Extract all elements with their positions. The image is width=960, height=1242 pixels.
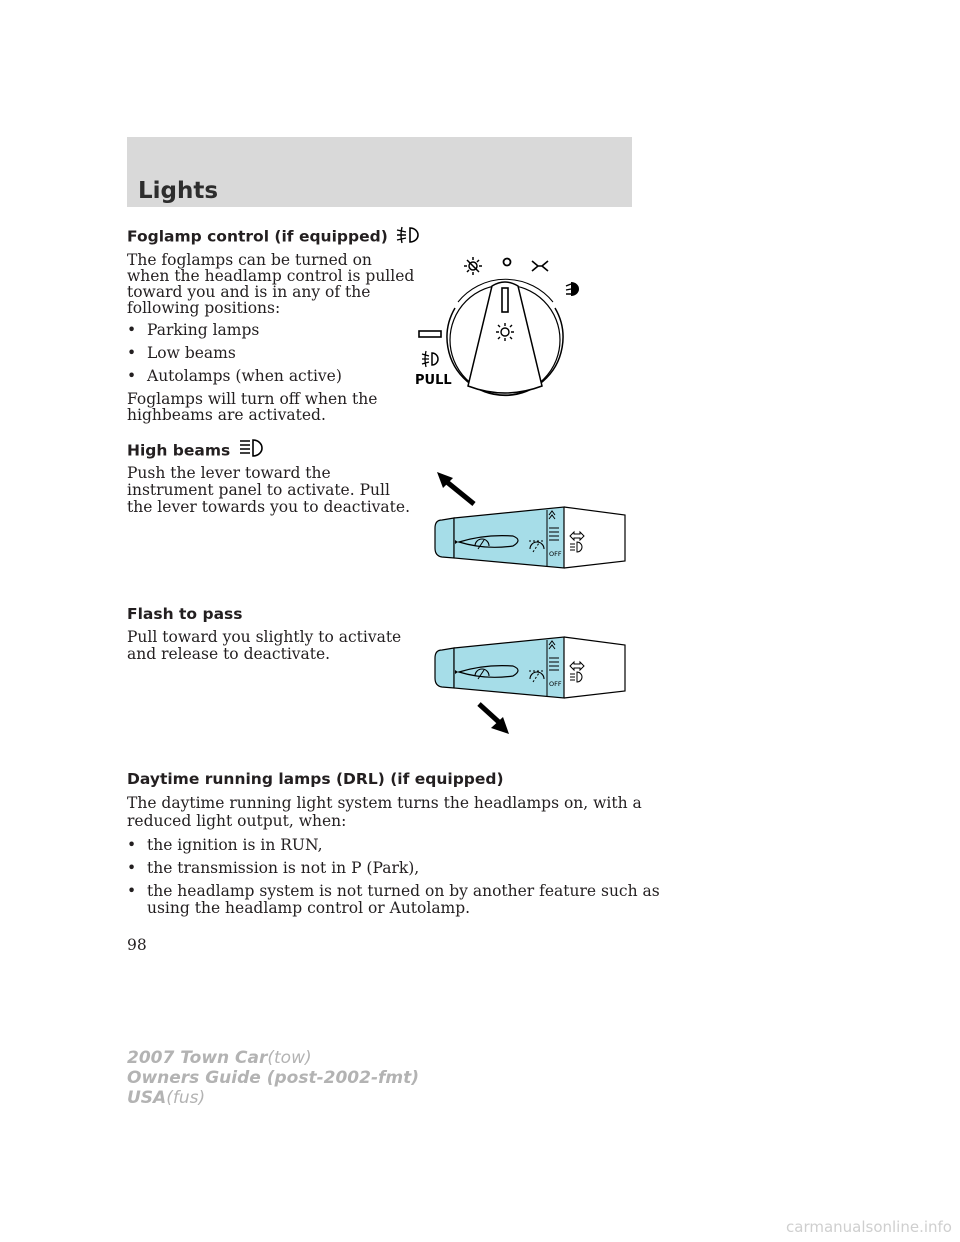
footer-line-3 bbox=[127, 1088, 205, 1108]
high-beams-heading-text: High beams bbox=[127, 441, 231, 460]
high-beams-heading bbox=[127, 441, 268, 461]
foglamp-heading-text: Foglamp control (if equipped) bbox=[127, 227, 388, 246]
footer-line-1 bbox=[127, 1048, 312, 1068]
footer-model: 2007 Town Car bbox=[127, 1048, 268, 1068]
lever-off-label: OFF bbox=[549, 550, 562, 558]
parking-lamp-icon bbox=[532, 261, 548, 271]
drl-intro-2: reduced light output, when: bbox=[127, 812, 347, 830]
foglamp-note-2: highbeams are activated. bbox=[127, 406, 326, 424]
high-beams-text-1: Push the lever toward the bbox=[127, 464, 331, 482]
foglamp-intro-2: when the headlamp control is pulled bbox=[127, 267, 415, 285]
drl-bullet: • the ignition is in RUN, bbox=[127, 836, 323, 854]
turn-signal-icon bbox=[570, 532, 584, 540]
foglamp-bullet-text: Autolamps (when active) bbox=[147, 367, 342, 385]
drl-bullet-continuation: using the headlamp control or Autolamp. bbox=[147, 899, 471, 917]
high-beams-text-3: the lever towards you to deactivate. bbox=[127, 498, 411, 516]
foglamp-bullet: • Parking lamps bbox=[127, 321, 260, 339]
foglamp-intro-4: following positions: bbox=[127, 299, 281, 317]
section-title: Lights bbox=[138, 178, 219, 204]
watermark: carmanualsonline.info bbox=[786, 1218, 952, 1236]
foglamp-intro-3: toward you and is in any of the bbox=[127, 283, 371, 301]
foglamp-bullet: • Low beams bbox=[127, 344, 236, 362]
foglamp-intro-1: The foglamps can be turned on bbox=[127, 251, 372, 269]
high-beams-lever-figure bbox=[425, 470, 630, 580]
page-number: 98 bbox=[127, 936, 147, 954]
parking-o-icon bbox=[504, 259, 511, 266]
footer-market-tag: (fus) bbox=[166, 1088, 206, 1108]
footer-line-2 bbox=[127, 1068, 419, 1088]
foglamp-note-1: Foglamps will turn off when the bbox=[127, 390, 378, 408]
flash-text-1: Pull toward you slightly to activate bbox=[127, 628, 402, 646]
lever-off-label: OFF bbox=[549, 680, 562, 688]
headlamp-control-figure bbox=[405, 250, 600, 400]
lever-high-beam-icon bbox=[570, 542, 582, 552]
drl-bullet-text: the ignition is in RUN, bbox=[147, 836, 323, 854]
drl-bullet: • the transmission is not in P (Park), bbox=[127, 859, 420, 877]
drl-intro-1: The daytime running light system turns the headlamps on, with a bbox=[127, 794, 642, 812]
flash-lever-figure bbox=[425, 600, 630, 740]
foglamp-bullet: • Autolamps (when active) bbox=[127, 367, 342, 385]
footer-market: USA bbox=[127, 1088, 167, 1108]
foglamp-heading bbox=[127, 227, 423, 247]
foglamp-icon bbox=[395, 225, 423, 245]
drl-heading: Daytime running lamps (DRL) (if equipped) bbox=[127, 770, 504, 788]
foglamp-bullet-text: Low beams bbox=[147, 344, 236, 362]
turn-signal-icon bbox=[570, 662, 584, 670]
foglamp-pull-icon bbox=[422, 351, 438, 367]
high-beam-icon bbox=[238, 438, 268, 458]
high-beams-text-2: instrument panel to activate. Pull bbox=[127, 481, 390, 499]
footer-model-tag: (tow) bbox=[267, 1048, 312, 1068]
flash-to-pass-heading: Flash to pass bbox=[127, 605, 243, 623]
pull-label: PULL bbox=[415, 373, 452, 388]
headlamp-icon bbox=[566, 282, 579, 296]
flash-text-2: and release to deactivate. bbox=[127, 645, 331, 663]
off-sun-icon bbox=[464, 257, 482, 275]
footer-guide: Owners Guide (post-2002-fmt) bbox=[127, 1068, 420, 1088]
drl-bullet-text: the headlamp system is not turned on by another feature such as bbox=[147, 882, 660, 900]
drl-bullet: • the headlamp system is not turned on by another feature such as bbox=[127, 882, 660, 900]
lever-high-beam-icon bbox=[570, 672, 582, 682]
drl-bullet-text: the transmission is not in P (Park), bbox=[147, 859, 420, 877]
foglamp-bullet-text: Parking lamps bbox=[147, 321, 260, 339]
